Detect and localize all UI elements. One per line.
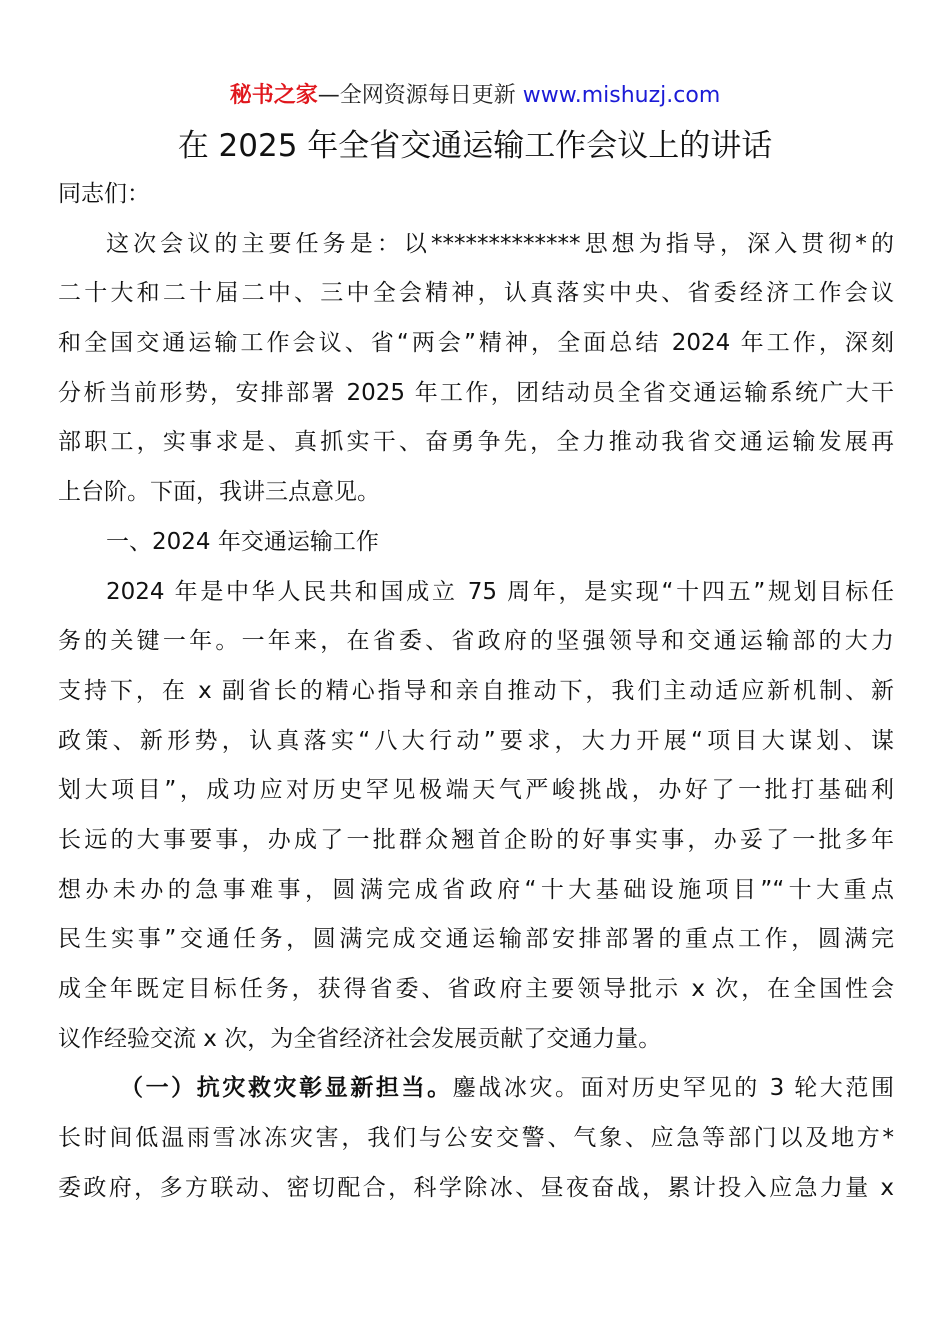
site-brand: 秘书之家 bbox=[229, 83, 318, 108]
paragraph-line: 长远的大事要事，办成了一批群众翘首企盼的好事实事，办妥了一批多年 bbox=[58, 826, 894, 853]
salutation: 同志们： bbox=[58, 181, 150, 207]
document-title: 在 2025 年全省交通运输工作会议上的讲话 bbox=[177, 128, 773, 164]
document-body bbox=[58, 170, 894, 1213]
paragraph-line: 想办未办的急事难事，圆满完成省政府“十大基础设施项目”“十大重点 bbox=[58, 876, 894, 903]
paragraph-line: 上台阶。下面，我讲三点意见。 bbox=[58, 479, 380, 506]
paragraph-line: 民生实事”交通任务，圆满完成交通运输部安排部署的重点工作，圆满完 bbox=[58, 926, 894, 953]
subsection-first-line bbox=[58, 1064, 894, 1114]
paragraph-line: 这次会议的主要任务是：以*************思想为指导，深入贯彻*的 bbox=[106, 230, 894, 257]
subsection-heading: （一）抗灾救灾彰显新担当。 bbox=[120, 1075, 453, 1102]
paragraph-line: 和全国交通运输工作会议、省“两会”精神，全面总结 2024 年工作，深刻 bbox=[58, 330, 894, 357]
paragraph-line: 2024 年是中华人民共和国成立 75 周年，是实现“十四五”规划目标任 bbox=[106, 578, 894, 605]
paragraph-line: 支持下，在 x 副省长的精心指导和亲自推动下，我们主动适应新机制、新 bbox=[58, 677, 894, 704]
site-banner bbox=[0, 80, 950, 112]
paragraph-line: 二十大和二十届二中、三中全会精神，认真落实中央、省委经济工作会议 bbox=[58, 280, 894, 307]
paragraph-line: 划大项目”，成功应对历史罕见极端天气严峻挑战，办好了一批打基础利 bbox=[58, 777, 894, 804]
paragraph-line: 部职工，实事求是、真抓实干、奋勇争先，全力推动我省交通运输发展再 bbox=[58, 429, 894, 456]
paragraph-line: 成全年既定目标任务，获得省委、省政府主要领导批示 x 次，在全国性会 bbox=[58, 976, 894, 1002]
paragraph-line: 分析当前形势，安排部署 2025 年工作，团结动员全省交通运输系统广大干 bbox=[58, 379, 894, 406]
section-heading: 一、2024 年交通运输工作 bbox=[106, 528, 379, 555]
subsection-text: 鏖战冰灾。面对历史罕见的 3 轮大范围 bbox=[452, 1075, 894, 1102]
paragraph-line: 务的关键一年。一年来，在省委、省政府的坚强领导和交通运输部的大力 bbox=[58, 628, 894, 655]
paragraph-line: 委政府，多方联动、密切配合，科学除冰、昼夜奋战，累计投入应急力量 x bbox=[58, 1174, 894, 1201]
paragraph-line: 政策、新形势，认真落实“八大行动”要求，大力开展“项目大谋划、谋 bbox=[58, 727, 894, 754]
paragraph-line: 议作经验交流 x 次，为全省经济社会发展贡献了交通力量。 bbox=[58, 1025, 662, 1052]
site-tagline: —全网资源每日更新 bbox=[317, 83, 523, 108]
site-url-link[interactable]: www.mishuzj.com bbox=[522, 83, 721, 108]
paragraph-line: 长时间低温雨雪冰冻灾害，我们与公安交警、气象、应急等部门以及地方* bbox=[58, 1125, 894, 1152]
